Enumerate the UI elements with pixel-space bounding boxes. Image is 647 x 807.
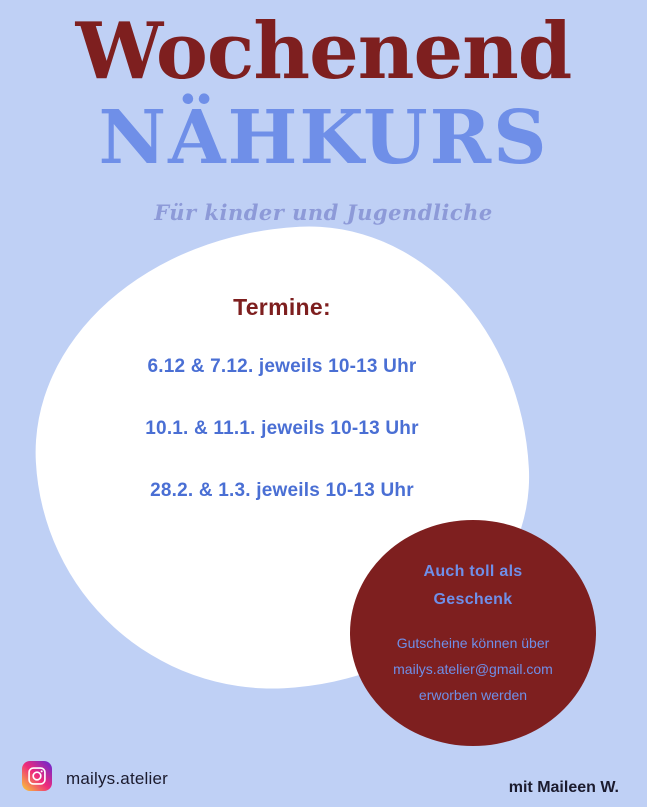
gift-title-line-1: Auch toll als [423, 563, 523, 580]
dates-heading: Termine: [233, 294, 331, 320]
poster-title-line-1: Wochenend [75, 6, 572, 97]
poster-footer [0, 745, 647, 807]
credit-text: mit Maileen W. [508, 779, 619, 796]
gift-voucher-circle [350, 520, 596, 746]
instagram-handle: mailys.atelier [66, 769, 168, 788]
poster-title-line-2: NÄHKURS [98, 95, 549, 181]
gift-body-line-3: erworben werden [418, 687, 528, 703]
poster-subtitle: Für kinder und Jugendliche [154, 200, 493, 225]
dates-section [36, 290, 528, 506]
date-item: 28.2. & 1.3. jeweils 10-13 Uhr [150, 480, 414, 501]
gift-body [350, 630, 596, 708]
gift-body-line-2: mailys.atelier@gmail.com [393, 661, 553, 677]
date-item: 6.12 & 7.12. jeweils 10-13 Uhr [147, 356, 417, 377]
gift-body-line-1: Gutscheine können über [396, 635, 550, 651]
instagram-icon [22, 761, 52, 791]
gift-title-line-2: Geschenk [433, 591, 513, 608]
date-item: 10.1. & 11.1. jeweils 10-13 Uhr [145, 418, 419, 439]
gift-title [350, 558, 596, 614]
